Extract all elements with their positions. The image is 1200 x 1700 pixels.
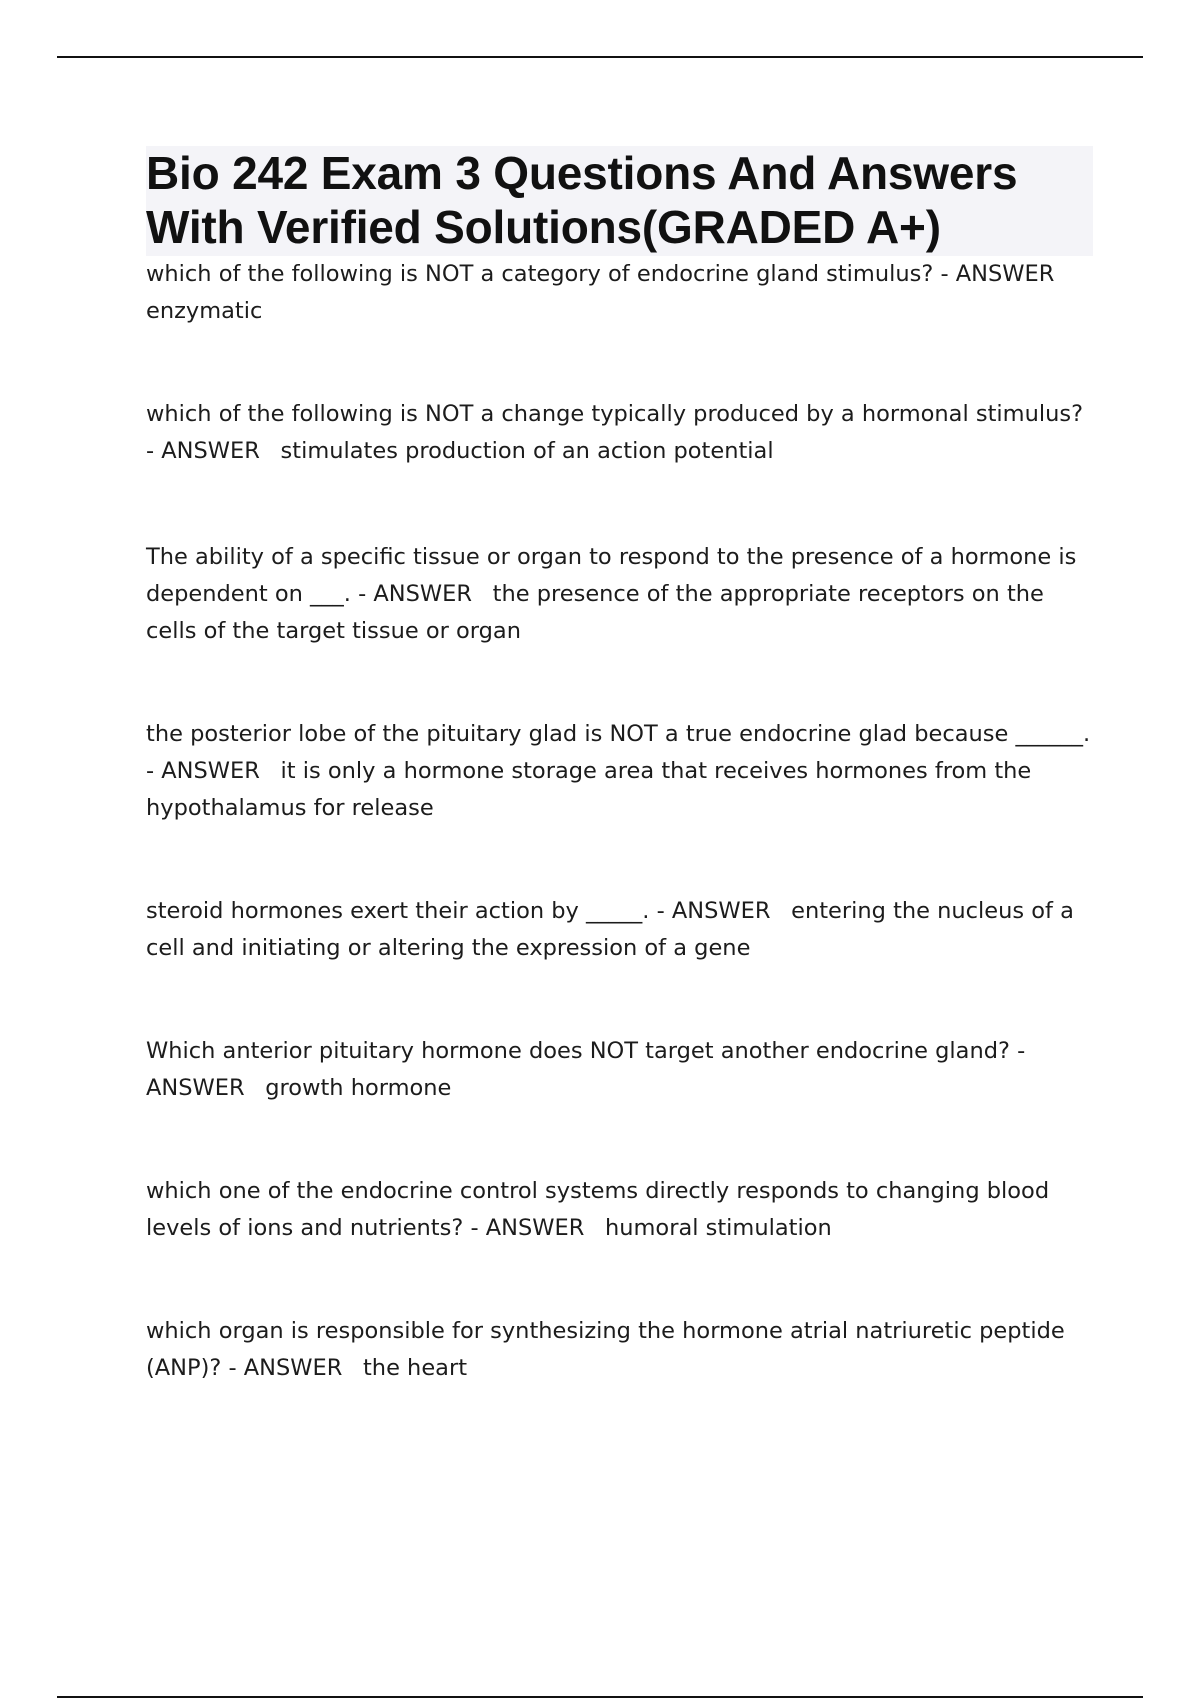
question-text: The ability of a specific tissue or organ to respond to the presence of a hormone is dependent on ___. <box>146 544 1077 607</box>
qa-item-8 <box>146 1313 1096 1387</box>
answer-separator: - ANSWER <box>146 758 260 784</box>
title-block <box>146 146 1093 256</box>
answer-text: it is only a hormone storage area that receives hormones from the hypothalamus for release <box>146 758 1032 821</box>
answer-text: entering the nucleus of a cell and initiating or altering the expression of a gene <box>146 898 1074 961</box>
answer-separator: - ANSWER <box>358 581 472 607</box>
answer-separator: - ANSWER <box>228 1355 343 1381</box>
document-page <box>146 146 1096 1387</box>
qa-item-5 <box>146 893 1096 967</box>
question-text: which of the following is NOT a change typically produced by a hormonal stimulus? <box>146 401 1084 427</box>
answer-text: growth hormone <box>265 1075 452 1101</box>
qa-item-1 <box>146 256 1096 330</box>
bottom-rule <box>57 1696 1143 1698</box>
answer-separator: - ANSWER <box>656 898 771 924</box>
qa-item-6 <box>146 1033 1096 1107</box>
answer-text: humoral stimulation <box>604 1215 832 1241</box>
qa-item-7 <box>146 1173 1096 1247</box>
question-text: Which anterior pituitary hormone does NOT target another endocrine gland? <box>146 1038 1010 1064</box>
qa-item-3 <box>146 539 1096 650</box>
question-text: the posterior lobe of the pituitary glad is NOT a true endocrine glad because ______. <box>146 721 1091 747</box>
question-text: steroid hormones exert their action by _____. <box>146 898 650 924</box>
answer-text: the heart <box>362 1355 468 1381</box>
question-text: which organ is responsible for synthesizing the hormone atrial natriuretic peptide (ANP)? <box>146 1318 1065 1381</box>
top-rule <box>57 56 1143 58</box>
document-title: Bio 242 Exam 3 Questions And Answers With Verified Solutions(GRADED A+) <box>146 147 1018 253</box>
answer-text: stimulates production of an action potential <box>280 438 774 464</box>
qa-item-4 <box>146 716 1096 827</box>
question-text: which of the following is NOT a category of endocrine gland stimulus? <box>146 261 934 287</box>
answer-separator: - ANSWER <box>940 261 1055 287</box>
qa-item-2 <box>146 396 1096 470</box>
answer-text: the presence of the appropriate receptors on the cells of the target tissue or organ <box>146 581 1044 644</box>
answer-separator: - ANSWER <box>470 1215 585 1241</box>
answer-separator: - ANSWER <box>146 1038 1026 1101</box>
answer-separator: - ANSWER <box>146 438 260 464</box>
answer-text: enzymatic <box>146 298 263 324</box>
question-text: which one of the endocrine control systems directly responds to changing blood levels of ions and nutrients? <box>146 1178 1050 1241</box>
